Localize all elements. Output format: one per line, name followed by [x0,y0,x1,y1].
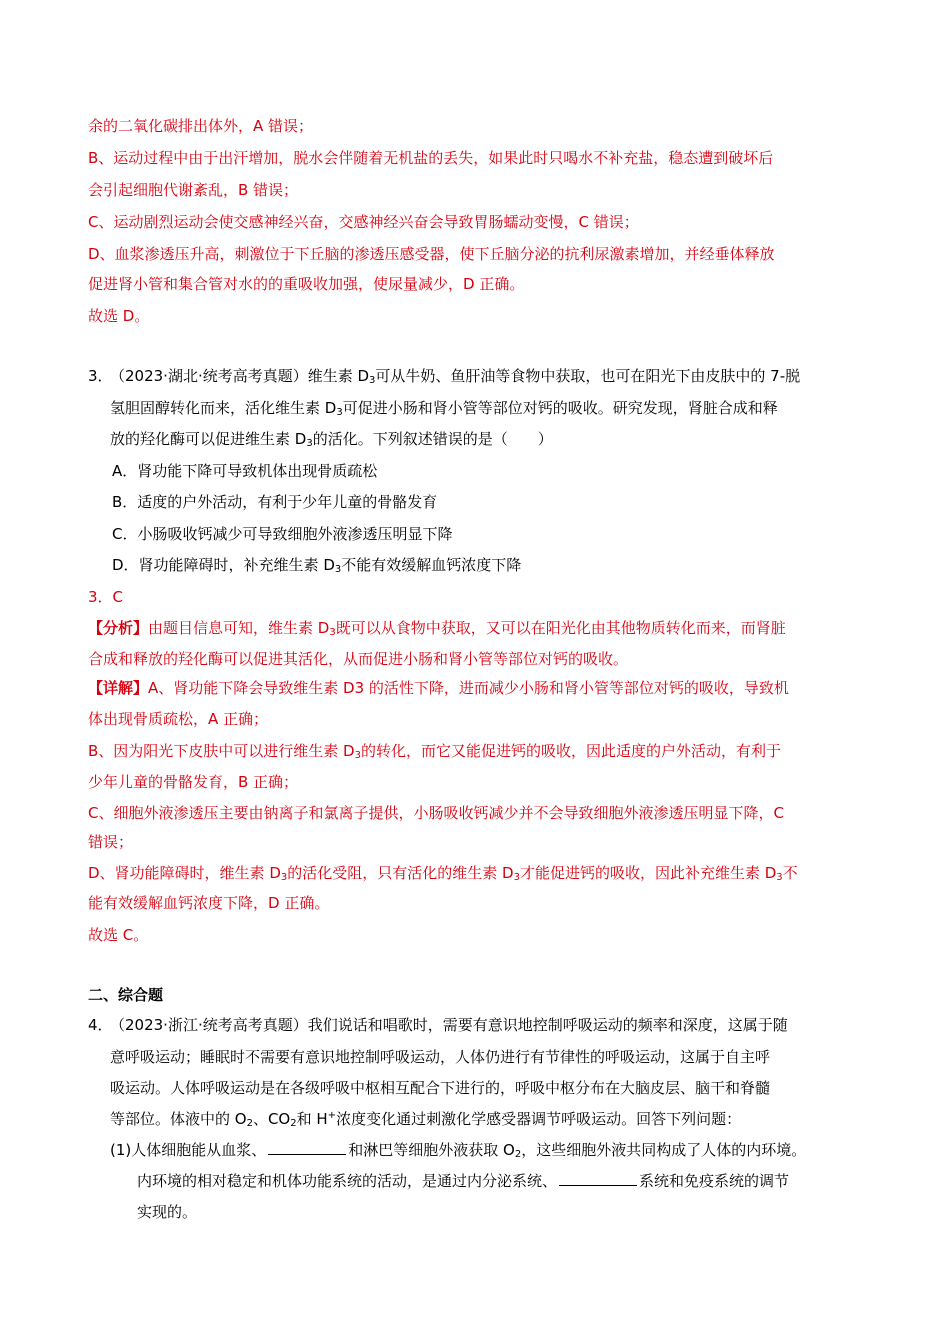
detail-line: C、细胞外液渗透压主要由钠离子和氯离子提供，小肠吸收钙减少并不会导致细胞外液渗透压明显下降，C [88,804,784,822]
answer-blank[interactable] [268,1140,346,1155]
option-c: C．小肠吸收钙减少可导致细胞外液渗透压明显下降 [112,525,453,543]
section-heading: 二、综合题 [88,986,164,1004]
explanation-line: 余的二氧化碳排出体外，A 错误； [88,117,314,135]
question-stem-line: 氢胆固醇转化而来，活化维生素 $D_3$可促进小肠和肾小管等部位对钙的吸收。研究发现，肾脏合成和释 [110,399,778,418]
detail-line: B、因为阳光下皮肤中可以进行维生素 $D_3$的转化，而它又能促进钙的吸收，因此适度的户外活动，有利于 [88,742,782,761]
explanation-line: 会引起细胞代谢紊乱，B 错误； [88,181,299,199]
explanation-line: D、血浆渗透压升高，刺激位于下丘脑的渗透压感受器，使下丘脑分泌的抗利尿激素增加，并经垂体释放 [88,245,775,263]
question-number: 4． [88,1016,113,1034]
answer-choice-line: 故选 D。 [88,307,150,325]
detail-line: 体出现骨质疏松，A 正确； [88,710,269,728]
question-stem-line: 吸运动。人体呼吸运动是在各级呼吸中枢相互配合下进行的，呼吸中枢分布在大脑皮层、脑干和脊髓 [110,1079,771,1097]
sub-question-1-line: 实现的。 [137,1203,198,1221]
detail-line: 【详解】A、肾功能下降会导致维生素 D3 的活性下降，进而减少小肠和肾小管等部位对钙的吸收，导致机 [88,679,789,697]
explanation-line: B、运动过程中由于出汗增加，脱水会伴随着无机盐的丢失，如果此时只喝水不补充盐，稳态遭到破坏后 [88,149,774,167]
answer-label: 3．C [88,588,124,606]
sub-question-1-line: 内环境的相对稳定和机体功能系统的活动，是通过内分泌系统、 系统和免疫系统的调节 [137,1172,790,1190]
explanation-line: 促进肾小管和集合管对水的的重吸收加强，使尿量减少，D 正确。 [88,275,525,293]
answer-blank[interactable] [559,1171,637,1186]
sub-question-1: (1)人体细胞能从血浆、 和淋巴等细胞外液获取 $O_2$，这些细胞外液共同构成了人体的内环境。 [110,1141,807,1160]
option-b: B．适度的户外活动，有利于少年儿童的骨骼发育 [112,493,438,511]
question-stem-line: 等部位。体液中的 $O_2$、$CO_2$和 H+浓度变化通过刺激化学感受器调节呼吸运动。回答下列问题： [110,1110,742,1129]
question-stem-line: （2023·浙江·统考高考真题）我们说话和唱歌时，需要有意识地控制呼吸运动的频率和深度，这属于随 [110,1016,788,1034]
detail-line: 能有效缓解血钙浓度下降，D 正确。 [88,894,330,912]
question-number: 3． [88,367,113,385]
analysis-line: 合成和释放的羟化酶可以促进其活化，从而促进小肠和肾小管等部位对钙的吸收。 [88,650,629,668]
question-stem-line: 放的羟化酶可以促进维生素 $D_3$的活化。下列叙述错误的是（ ） [110,430,553,449]
detail-line: D、肾功能障碍时，维生素 $D_3$的活化受阻，只有活化的维生素 $D_3$才能促进钙的吸收，因此补充维生素 $D_3$不 [88,864,798,883]
detail-line: 错误； [88,833,134,851]
question-stem-line: 意呼吸运动；睡眠时不需要有意识地控制呼吸运动，人体仍进行有节律性的呼吸运动，这属于自主呼 [110,1048,771,1066]
option-d: D．肾功能障碍时，补充维生素 $D_3$不能有效缓解血钙浓度下降 [112,556,522,575]
explanation-line: C、运动剧烈运动会使交感神经兴奋，交感神经兴奋会导致胃肠蠕动变慢，C 错误； [88,213,639,231]
option-a: A．肾功能下降可导致机体出现骨质疏松 [112,462,378,480]
answer-choice-line: 故选 C。 [88,926,149,944]
question-stem-line: （2023·湖北·统考高考真题）维生素 $D_3$可从牛奶、鱼肝油等食物中获取，也可在阳光下由皮肤中的 7-脱 [110,367,801,386]
analysis-line: 【分析】由题目信息可知，维生素 $D_3$既可以从食物中获取，又可以在阳光化由其他物质转化而来，而肾脏 [88,619,786,638]
detail-line: 少年儿童的骨骼发育，B 正确； [88,773,299,791]
